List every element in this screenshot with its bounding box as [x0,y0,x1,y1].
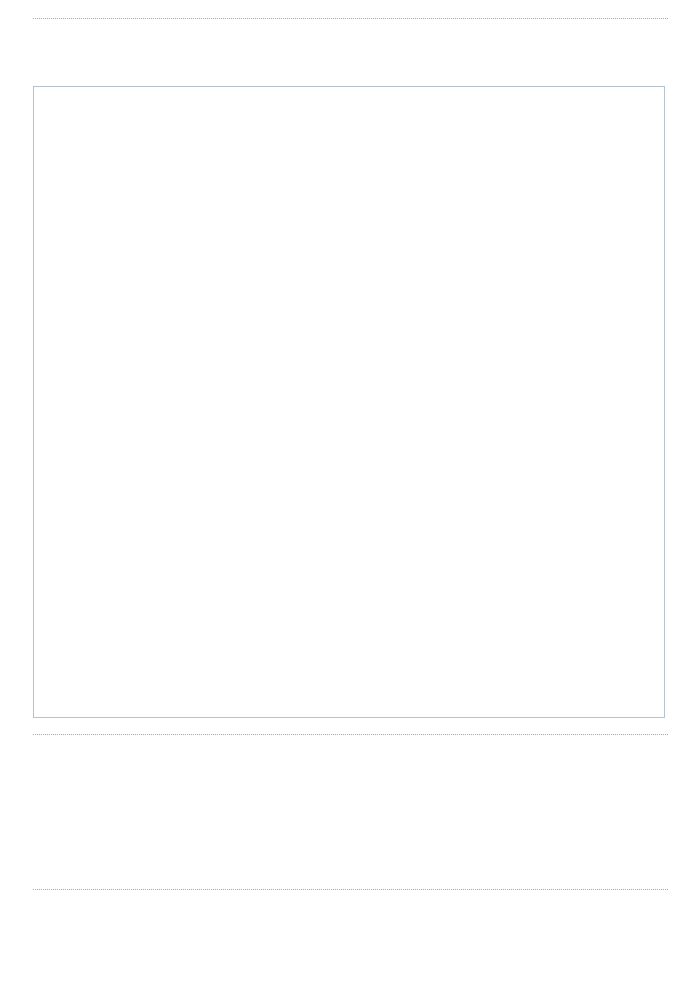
table-of-contents [33,86,665,718]
section-heading-a60a [33,730,668,735]
document-header [33,12,668,19]
section-heading-60a-2 [33,885,668,890]
